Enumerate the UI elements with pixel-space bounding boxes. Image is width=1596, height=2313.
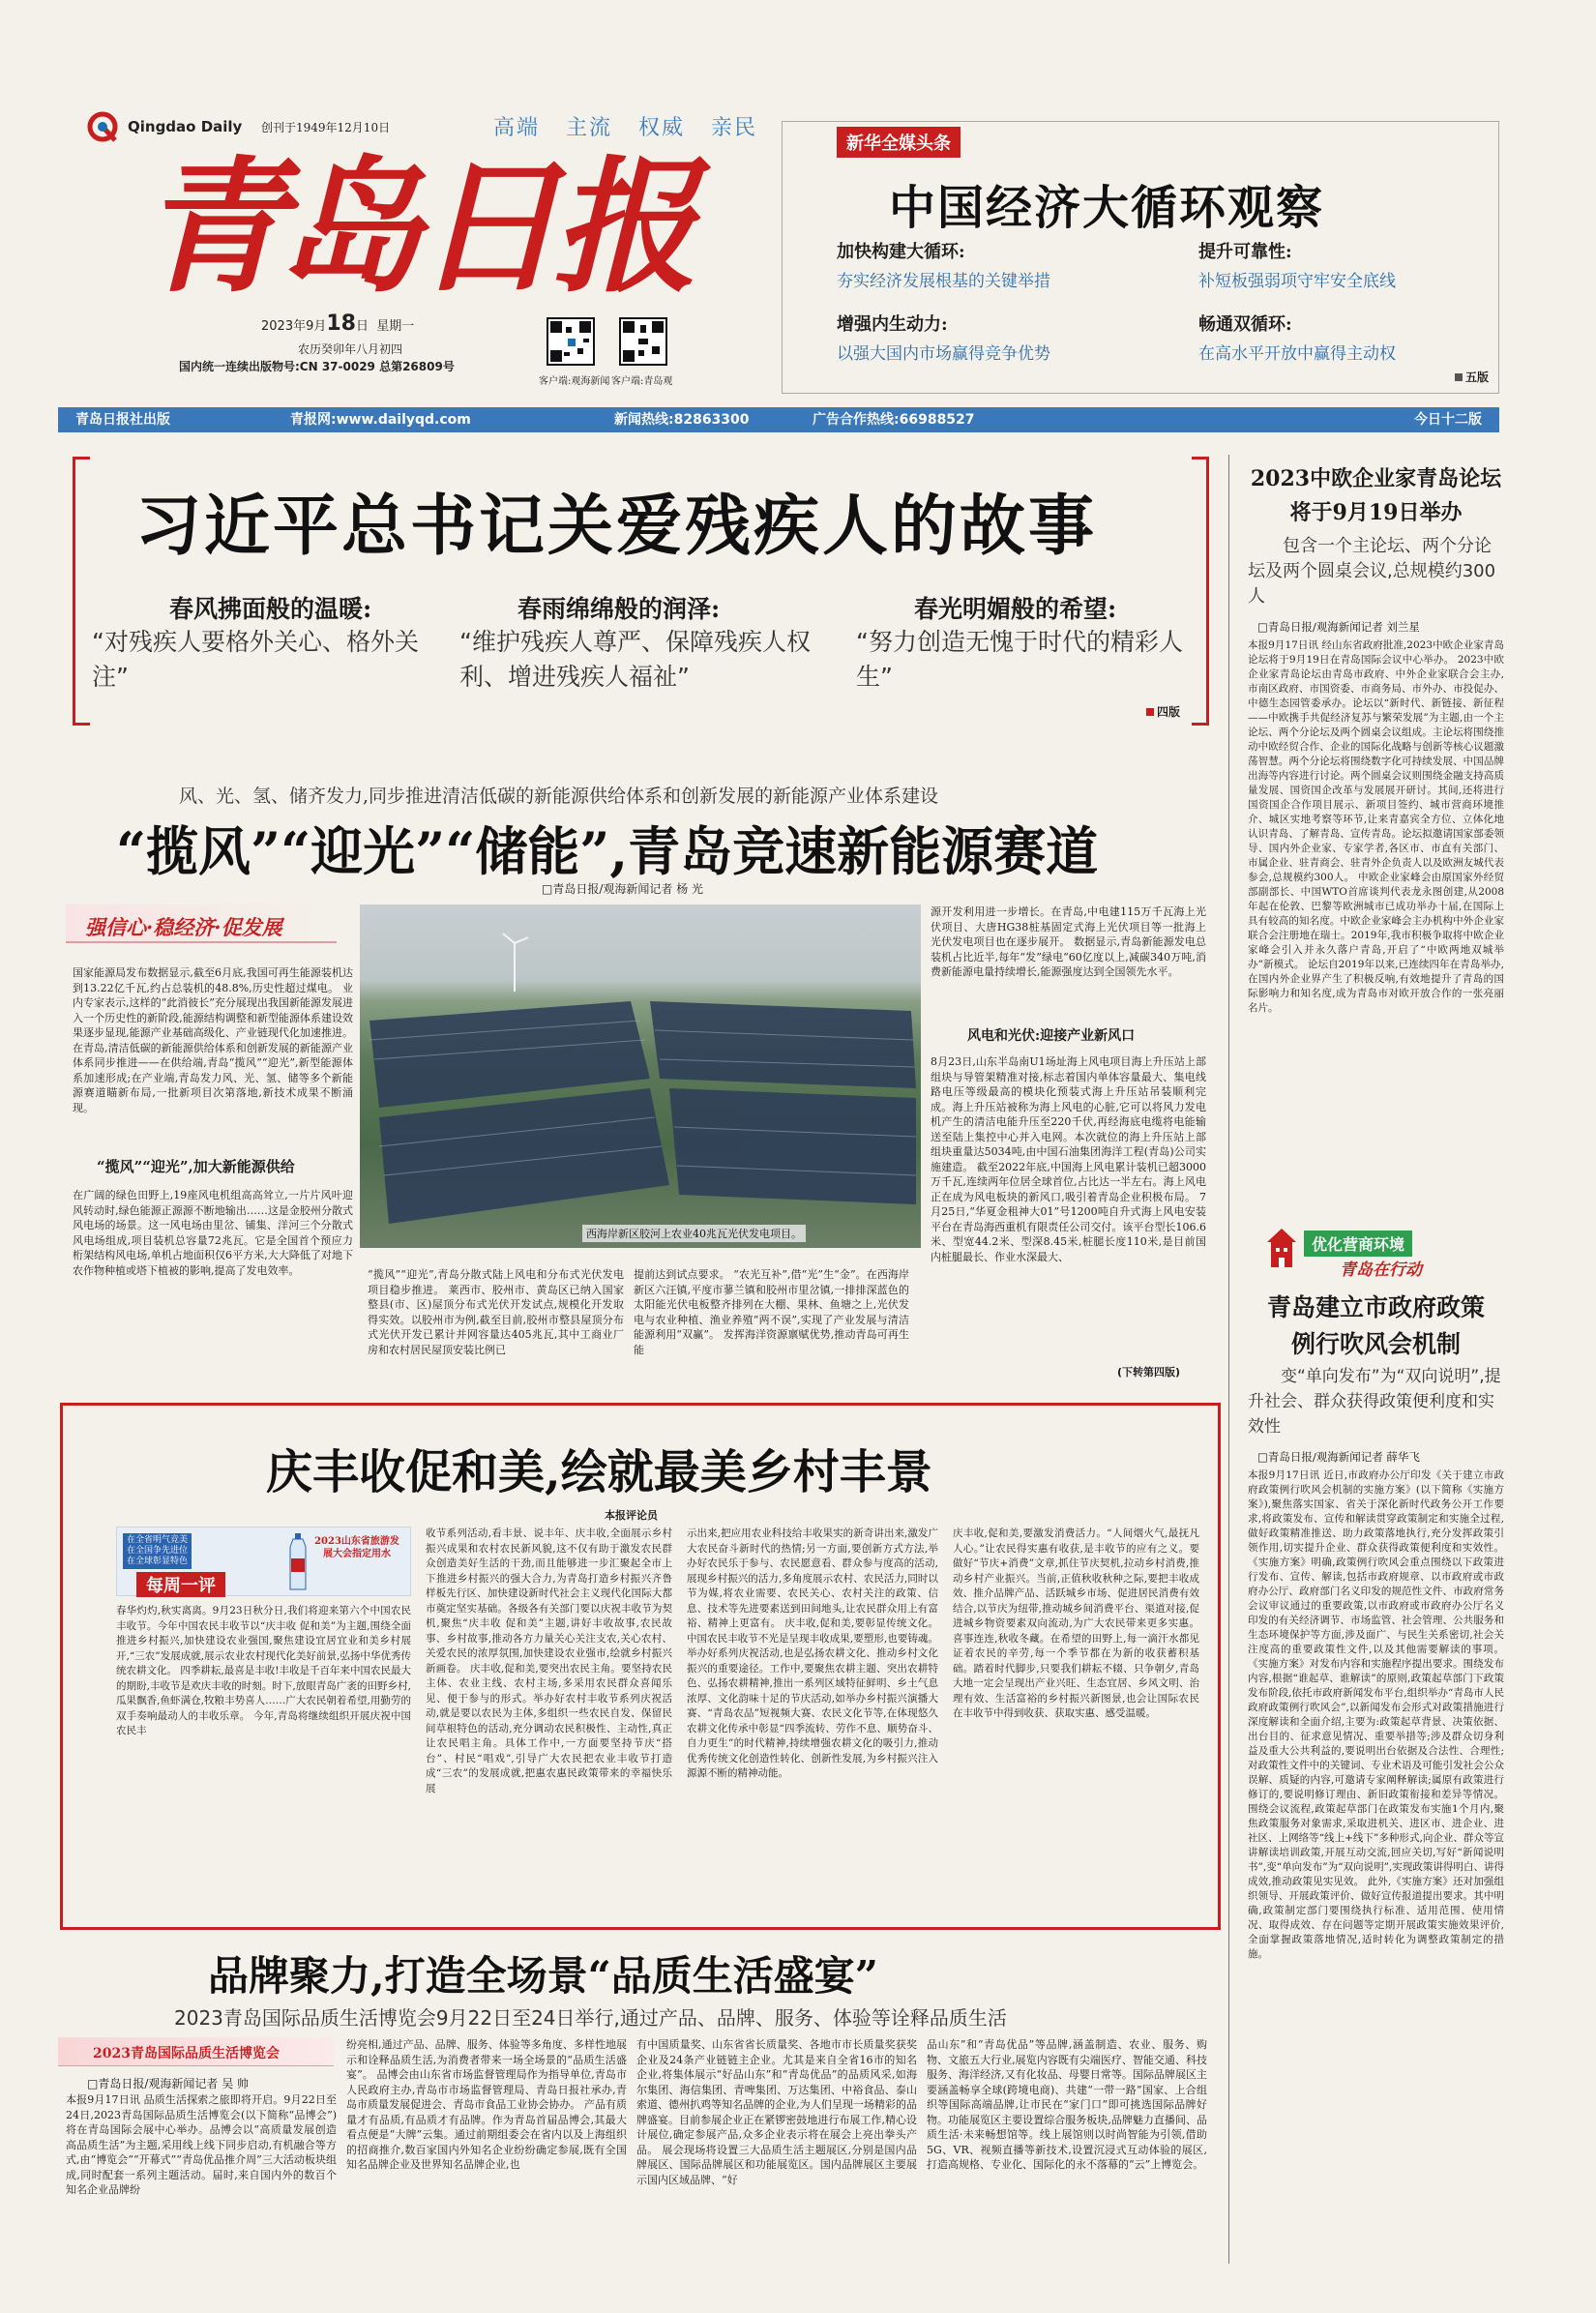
energy-col4: 源开发利用进一步增长。在青岛,中电建115万千瓦海上光伏项目、大唐HG38桩基固定式海上光伏项目等一批海上光伏发电项目也在逐步展开。 数据显示,青岛新能源发电总装机占比近半,每年“发”绿电“60亿度以上,减碳340万吨,消费新能源电量持续增长,能源强度达到全国领先水平。 <box>931 905 1206 978</box>
policy-text: 本报9月17日讯 近日,市政府办公厅印发《关于建立市政府政策例行吹风会机制的实施方案》(以下简称《实施方案》),聚焦落实国家、省关于深化新时代政务公开工作要求,将政策发布、宣传和解读贯穿政策制定和实施全过程,做好政策精准推送、助力政策落地执行,充分发挥政策引领作用,切实提升企业、群众获得政策便利度和实效性。 《实施方案》明确,政策例行吹风会重点围绕以下政策进行发布、宣传、解读,包括市政府规章、以市政府或市政府办公厅、政府部门名义印发的规范性文件、市政府常务会议审议通过的重要政策,以市政府或市政府办公厅名义印发的有关经济调节、市场监管、社会管理、公共服务和生态环境保护等方面,涉及面广、与民生关系密切,社会关注度高的重要政策性文件,以及其他需要解读的事项。 《实施方案》对发布内容和实施程序提出要求。围绕发布内容,根据“谁起草、谁解读”的原则,政策起草部门下政策发布阶段,依托市政府新闻发布平台,组织举办“青岛市人民政府政策例行吹风会”,以新闻发布会形式对政策措施进行深度解读和全面介绍,主要为:政策起草背景、决策依据、出台目的、征求意见情况、重要举措等;涉及群众切身利益及重大公共利益的,要说明出台依据及合法性、合理性;对政策性文件中的关键词、专业术语及可能引发社会公众误解、质疑的内容,可邀请专家阐释解读;属原有政策进行修订的,要说明修订理由、新旧政策衔接和差异等情况。围绕会议流程,政策起草部门在政策发布实施1个月内,聚焦政策服务对象需求,采取进机关、进区市、进企业、进社区、上网络等“线上+线下”多种形式,向企业、群众等宣讲解读培训政策,开展互动交流,回应关切,写好“新闻说明书”,变“单向发布”为“双向说明”,实现政策讲得明白、讲得成效,推动政策见实见效。 此外,《实施方案》还对加强组织领导、开展政策评价、做好宣传报道提出要求。其中明确,政策制定部门要围绕执行标准、适用范围、使用情况、取得成效、存在问题等定期开展政策实施效果评价,全面掌握政策落地情况,适时转化为调整政策制定的措施。 <box>1248 1469 1504 1960</box>
promo-item-4[interactable] <box>1198 311 1489 364</box>
promo-item-sub: 补短板强弱项守牢安全底线 <box>1198 272 1396 291</box>
founded-date: 创刊于1949年12月10日 <box>261 121 391 134</box>
promo-item-head: 加快构建大循环: <box>837 242 965 262</box>
forum-title-2: 将于9月19日举办 <box>1289 500 1463 525</box>
weekly-review-logo: 每周一评 <box>136 1572 225 1597</box>
lead-story[interactable] <box>73 457 1209 726</box>
qingdao-daily-logo-icon <box>87 111 118 142</box>
policy-byline: □青岛日报/观海新闻记者 薛华飞 <box>1257 1450 1420 1464</box>
newspaper-title: 青岛日报 <box>140 142 691 312</box>
energy-sub2: 风电和光伏:迎接产业新风口 <box>967 1028 1136 1044</box>
info-bar <box>58 407 1499 432</box>
energy-title[interactable]: “揽风”“迎光”“储能”,青岛竞速新能源赛道 <box>116 820 1099 882</box>
water-bottle-icon <box>287 1533 309 1591</box>
qr-code-app-guanhai[interactable] <box>547 317 595 366</box>
expo-col4: 品山东”和“青岛优品”等品牌,涵盖制造、农业、服务、购物、文旅五大行业,展览内容既有尖端医疗、智能交通、科技服务、海洋经济,又有化妆品、母婴日常等。国际品牌展区主要涵盖畅享全球(跨境电商)、共建“一带一路”国家、上合组织等国际高端品牌,让市民在“家门口”即可挑选国际品牌好物。功能展览区主要设置综合服务板块,品牌魅力直播间、品质生活·未来畅想馆等。线上展馆则以时尚智能为引领,借助5G、VR、视频直播等新技术,设置沉浸式互动体验的展区,打造高规格、专业化、国际化的永不落幕的“云”上博览会。 <box>927 2038 1207 2171</box>
news-hotline: 新闻热线:82863300 <box>614 412 750 428</box>
policy-deck: 变“单向发布”为“双向说明”,提升社会、群众获得政策便利度和实效性 <box>1248 1367 1501 1437</box>
lead-page-ref: 四版 <box>1146 703 1180 720</box>
energy-col4b: 8月23日,山东半岛南U1场址海上风电项目海上升压站上部组块与导管架精准对接,标志着国内单体容量最大、集电线路电压等级最高的模块化预装式海上升压站吊装顺利完成。海上升压站被称为海上风电的心脏,它可以将风力发电机产生的清洁电能升压至220千伏,再经海底电缆将电能输送至陆上集控中心并入电网。本次就位的海上升压站上部组块重量达5034吨,由中国石油集团海洋工程(青岛)公司实施建造。 截至2022年底,中国海上风电累计装机已超3000万千瓦,连续两年位居全球首位,占比达一半左右。海上风电正在成为风电板块的新风口,吸引着青岛企业积极布局。 7月25日,“华夏金租神大01”号1200吨自升式海上风电安装平台在青岛海西重机有限责任公司交付。该平台型长106.6米、型宽44.2米、型深8.45米,桩腿长度110米,是目前国内桩腿最长、作业水深最大、 <box>931 1055 1206 1263</box>
masthead <box>58 58 774 406</box>
qr1-caption: 客户端:观海新闻 <box>539 376 610 387</box>
lead-sub-2: 春雨绵绵般的润泽: “维护残疾人尊严、保障残疾人权利、增进残疾人福祉” <box>459 595 811 691</box>
expo-col3: 有中国质量奖、山东省省长质量奖、各地市市长质量奖获奖企业及24条产业链链主企业。尤其是来自全省16市的知名企业,将集体展示“好品山东”和“青岛优品”的品质风采,如海尔集团、海信集团、青啤集团、万达集团、中裕食品、泰山索道、德州扒鸡等知名品牌的企业,为人们呈现一场精彩的品牌盛宴。目前参展企业正在紧锣密鼓地进行布展工作,精心设计展位,确定参展产品,众多企业表示将在展会上亮出拳头产品。 展会现场将设置三大品质生活主题展区,分别是国内品牌展区、国际品牌展区和功能展览区。国内品牌展区主要展示国内区域品牌、“好 <box>636 2038 917 2186</box>
lead-sub-1: 春风拂面般的温暖: “对残疾人要格外关心、格外关注” <box>92 595 419 691</box>
energy-col1b: 在广阔的绿色田野上,19座风电机组高高耸立,一片片风叶迎风转动时,绿色能源正源源不断地输出……这是金胶州分散式风电场的场景。这一风电场由里岔、铺集、洋河三个分散式风电场组成,项目装机总容量72兆瓦。它是全国首个预应力桁架结构风电场,单机占地面积仅6平方米,大大降低了对地下农作物种植或塔下植被的影响,提高了发电效率。 <box>73 1189 353 1277</box>
page-count: 今日十二版 <box>1414 412 1482 428</box>
promo-badge: 新华全媒头条 <box>837 127 961 158</box>
column-divider <box>1228 455 1229 2264</box>
cn-code: 国内统一连续出版物号:CN 37-0029 总第26809号 <box>179 360 455 373</box>
policy-story[interactable] <box>1248 1227 1504 2233</box>
forum-text: 本报9月17日讯 经山东省政府批准,2023中欧企业家青岛论坛将于9月19日在青岛国际会议中心举办。 2023中欧企业家青岛论坛由青岛市政府、中外企业家联合会主办,市南区政府、市国资委、市商务局、市外办、市投促办、中德生态园管委承办。论坛以“新时代、新链接、新征程——中欧携手共促经济复苏与繁荣发展”为主题,由一个主论坛、两个分论坛及两个圆桌会议组成。主论坛将围绕推动中欧经贸合作、企业的国际化战略与创新等核心议题激荡智慧。两个分论坛将围绕数字化可持续发展、中国品牌出海等内容进行讨论。两个圆桌会议则围绕金融支持高质量发展、国资国企改革与发展展开研讨。其间,还将进行国资国企合作项目展示、新项目签约、城市营商环境推介、城区实地考察等环节,让来青嘉宾全方位、立体化地认识青岛、了解青岛、宣传青岛。论坛拟邀请国家部委领导、国内外企业家、专家学者,各区市、市直有关部门、市属企业、驻青商会、驻青外企负责人以及欧洲友城代表参会,总规模约300人。 中欧企业家峰会由原国家外经贸部副部长、中国WTO首席谈判代表龙永图创建,从2008年起在伦敦、巴黎等欧洲城市已成功举办十届,在国际上具有较高的知名度。中欧企业家峰会主办机构中外企业家联合会注册地在瑞士。2019年,我市积极争取将中欧企业家峰会引入并永久落户青岛,开启了“中欧两地双城举办”新模式。 论坛自2019年以来,已连续四年在青岛举办,在国内外企业界产生了积极反响,有效地提升了青岛的国际影响力和知名度,成为青岛市对欧开放合作的一张亮丽名片。 <box>1248 639 1504 1014</box>
qr-code-app-qingdao[interactable] <box>619 317 667 366</box>
energy-kicker: 风、光、氢、储齐发力,同步推进清洁低碳的新能源供给体系和创新发展的新能源产业体系建设 <box>179 786 939 807</box>
expo-title[interactable]: 品牌聚力,打造全场景“品质生活盛宴” <box>208 1952 878 2000</box>
lead-frame-left <box>73 457 90 726</box>
promo-item-1[interactable] <box>837 238 1127 291</box>
energy-byline: □青岛日报/观海新闻记者 杨 光 <box>542 882 704 896</box>
forum-byline: □青岛日报/观海新闻记者 刘兰星 <box>1257 620 1420 634</box>
promo-item-sub: 夯实经济发展根基的关键举措 <box>837 272 1050 291</box>
policy-tag: 优化营商环境 青岛在行动 <box>1248 1227 1504 1281</box>
forum-story[interactable] <box>1248 462 1504 1229</box>
harvest-col2: 收节系列活动,看丰景、说丰年、庆丰收,全面展示乡村振兴成果和农村农民新风貌,这不仅有助于激发农民群众创造美好生活的干劲,而且能够进一步汇聚起全市上下推进乡村振兴的强大合力,为青岛打造乡村振兴齐鲁样板先行区、加快建设新时代社会主义现代化国际大都市奠定坚实基础。各级各有关部门要以庆祝丰收节为契机,聚焦“庆丰收 促和美”主题,讲好丰收故事,农民故事、乡村故事,推动各方力量关心关注支农,关心农村、关爱农民的浓厚氛围,加快建设农业强市,绘就乡村振兴新画卷。 庆丰收,促和美,要突出农民主角。要坚持农民主体、农业主线、农村主场,多采用农民群众喜闻乐见、便于参与的形式。举办好农村丰收节系列庆祝活动,就是要以农民为主体,多组织一些农民自发、保留民间草根特色的活动,充分调动农民积极性、主动性,真正让农民唱主角。具体工作中,一方面要坚持节庆“搭台”、村民“唱戏”,引导广大农民把农业丰收节打造成“三农”的发展成就,把惠农惠民政策带来的幸福快乐展 <box>426 1527 672 1794</box>
weekly-review-banner <box>116 1527 411 1596</box>
policy-title-1: 青岛建立市政府政策 <box>1266 1293 1485 1321</box>
slogan-1: 高端 <box>493 116 541 140</box>
policy-title-2: 例行吹风会机制 <box>1290 1330 1461 1358</box>
qr2-caption: 客户端:青岛观 <box>611 376 673 387</box>
publisher: 青岛日报社出版 <box>75 412 170 428</box>
expo-col2: 纷亮相,通过产品、品牌、服务、体验等多角度、多样性地展示和诠释品质生活,为消费者带来一场全场景的“品质生活盛宴”。 品博会由山东省市场监督管理局作为指导单位,青岛市人民政府主办,青岛市市场监督管理局、青岛日报社承办,青岛市质量发展促进会、青岛市食品工业协会协办。 产品有质量才有品质,有品质才有品牌。作为青岛首届品博会,其最大看点便是“大牌”云集。通过前期组委会在省内以及上海组织的招商推介,数百家国内外知名企业纷纷确定参展,既有全国知名品牌企业及世界知名品牌企业,也 <box>346 2038 627 2171</box>
energy-col1: 国家能源局发布数据显示,截至6月底,我国可再生能源装机达到13.22亿千瓦,约占总装机的48.8%,历史性超过煤电。 业内专家表示,这样的“此消彼长”充分展现出我国新能源发展进入一个历史性的新阶段,能源结构调整和新型能源体系建设效果逐步显现,能源产业基础高级化、产业链现代化加速推进。 在青岛,清洁低碳的新能源供给体系和创新发展的新能源产业体系同步推进——在供给端,青岛“揽风”“迎光”,新型能源体系加速形成;在产业端,青岛发力风、光、氢、储等多个新能源赛道瞄新布局,一批新项目次第落地,新技术成果不断涌现。 <box>73 966 353 1114</box>
slogan-3: 权威 <box>638 116 686 140</box>
promo-item-head: 提升可靠性: <box>1198 242 1292 262</box>
slogan-2: 主流 <box>566 116 613 140</box>
website-link[interactable]: 青报网:www.dailyqd.com <box>290 412 471 428</box>
lead-title: 习近平总书记关爱残疾人的故事 <box>135 488 1098 565</box>
harvest-title: 庆丰收促和美,绘就最美乡村丰景 <box>266 1445 932 1499</box>
promo-item-2[interactable] <box>1198 238 1489 291</box>
forum-deck: 包含一个主论坛、两个分论坛及两个圆桌会议,总规模约300人 <box>1248 536 1496 607</box>
promo-item-head: 增强内生动力: <box>837 314 948 335</box>
banner-lines: 在全省明气竞美 在全国争先进位 在全球彰显特色 <box>123 1533 192 1569</box>
slogan <box>493 111 757 141</box>
energy-photo <box>360 904 921 1248</box>
promo-box[interactable] <box>782 121 1499 394</box>
square-icon <box>1146 708 1154 716</box>
energy-col3: 提前达到试点要求。 “农光互补”,借“光”生“金”。在西海岸新区六汪镇,平度市蓼兰镇和胶州市里岔镇,一排排深蓝色的太阳能光伏电板整齐排列在大棚、果林、鱼塘之上,光伏发电与农业种植、渔业养殖“两不误”,实现了产业发展与清洁能源利用“双赢”。 发挥海洋资源禀赋优势,推动青岛可再生能 <box>634 1268 909 1356</box>
expo-byline: □青岛日报/观海新闻记者 吴 帅 <box>87 2077 250 2091</box>
harvest-col4: 庆丰收,促和美,要激发消费活力。“人间烟火气,最抚凡人心。”让农民得实惠有收获,是丰收节的应有之义。要做好“节庆+消费”文章,抓住节庆契机,拉动乡村消费,推动乡村产业振兴。当前,正值秋收秋种之际,要把丰收成效、推介品牌产品、活跃城乡市场、促进居民消费有效结合,以节庆为纽带,推动城乡间消费平台、渠道对接,促进城乡物资要素双向流动,为广大农民带来更多实惠。 喜事连连,秋收冬藏。在希望的田野上,每一滴汗水都见证着农民的辛劳,每一个季节都在为新的收获蓄积基础。踏着时代脚步,只要我们耕耘不辍、只争朝夕,青岛大地一定会呈现出产业兴旺、生态宜居、乡风文明、治理有效、生活富裕的乡村振兴新图景,也会让国际农民在丰收节中得到收获、获取实惠、感受温暖。 <box>953 1527 1199 1719</box>
promo-page-ref: 五版 <box>1455 369 1489 385</box>
energy-tag: 强信心·稳经济·促发展 <box>66 904 337 943</box>
energy-sub1: “揽风”“迎光”,加大新能源供给 <box>97 1158 295 1175</box>
harvest-col3: 示出来,把应用农业科技给丰收果实的新奇讲出来,激发广大农民奋斗新时代的热情;另一方面,要创新方式方法,举办好农民乐于参与、农民愿意看、群众参与度高的活动,展现乡村振兴的活力,多角度展示农村、农民活力,同时以节为媒,将农业需要、农民关心、农村关注的政策、信息、技术等先进要素送到田间地头,让农民群众用上有富裕、精神上更富有。 庆丰收,促和美,要彰显传统文化。中国农民丰收节不光是呈现丰收成果,要塑形,也要铸魂。举办好系列庆祝活动,也是弘扬农耕文化、推动乡村文化振兴的重要途径。工作中,要聚焦农耕主题、突出农耕特色、弘扬农耕精神,推出一系列区域特征鲜明、乡土气息浓厚、文化韵味十足的节庆活动,如举办乡村振兴演播大赛、“青岛农品”短视频大赛、农民文化节等,在体现悠久农耕文化传承中彰显“四季流转、劳作不息、顺势奋斗、自力更生”的时代精神,持续增强农耕文化的吸引力,推动优秀传统文化创造性转化、创新性发展,为乡村振兴注入源源不断的精神动能。 <box>687 1527 938 1779</box>
energy-photo-caption: 西海岸新区胶河上农业40兆瓦光伏发电项目。 <box>582 1225 806 1242</box>
issue-date: 2023年9月18日 星期一 <box>261 311 415 336</box>
harvest-byline: 本报评论员 <box>605 1509 658 1522</box>
square-icon <box>1455 373 1463 381</box>
energy-col2: “揽风”“迎光”,青岛分散式陆上风电和分布式光伏发电项目稳步推进。 莱西市、胶州市、黄岛区已纳入国家整县(市、区)屋顶分布式光伏开发试点,规模化开发取得实效。以胶州市为例,截至目前,胶州市整县屋顶分布式光伏开发已累计并网容量达405兆瓦,其中工商业厂房和农村居民屋顶安装比例已 <box>368 1268 624 1356</box>
lunar-date: 农历癸卯年八月初四 <box>298 342 403 356</box>
forum-title-1: 2023中欧企业家青岛论坛 <box>1250 466 1502 491</box>
building-icon <box>1267 1229 1296 1269</box>
harvest-commentary[interactable] <box>60 1403 1221 1930</box>
ad-hotline: 广告合作热线:66988527 <box>813 412 975 428</box>
expo-subtitle: 2023青岛国际品质生活博览会9月22日至24日举行,通过产品、品牌、服务、体验等诠释品质生活 <box>174 2006 1007 2030</box>
expo-col1: 本报9月17日讯 品质生活探索之旅即将开启。9月22日至24日,2023青岛国际品质生活博览会(以下简称“品博会”)将在青岛国际会展中心举办。品博会以“高质量发展创造高品质生活”为主题,采用线上线下同步启动,有机融合等方式,由“博览会”“开幕式”“青岛优品推介周”三大活动板块组成,同时配套一系列主题活动。届时,来自国内外的数百个知名企业品牌纷 <box>66 2093 337 2196</box>
promo-item-sub: 以强大国内市场赢得竞争优势 <box>837 344 1050 364</box>
expo-tag: 2023青岛国际品质生活博览会 <box>58 2037 334 2066</box>
promo-item-sub: 在高水平开放中赢得主动权 <box>1198 344 1396 364</box>
solar-panels-illustration <box>360 904 921 1248</box>
harvest-col1: 春华灼灼,秋实离离。9月23日秋分日,我们将迎来第六个中国农民丰收节。今年中国农民丰收节以“庆丰收 促和美”为主题,围绕全面推进乡村振兴,加快建设农业强国,聚焦建设宜居宜业和美乡村展开,“三农”发展成就,展示农业农村现代化美好前景,弘扬中华优秀传统农耕文化。 四季耕耘,最喜是丰收!丰收是千百年来中国农民最大的期盼,丰收节是欢庆丰收的时刻。时下,放眼青岛广袤的田野乡村,瓜果飘香,鱼虾满仓,牧粮丰势喜人……广大农民朝着希望,用勤劳的双手奏响最动人的丰收乐章。 今年,青岛将继续组织开展庆祝中国农民丰 <box>116 1605 411 1736</box>
lead-sub-3: 春光明媚般的希望: “努力创造无愧于时代的精彩人生” <box>856 595 1183 691</box>
slogan-4: 亲民 <box>711 116 758 140</box>
promo-item-head: 畅通双循环: <box>1198 314 1292 335</box>
bottle-label: 2023山东省旅游发展大会指定用水 <box>314 1536 399 1559</box>
promo-title: 中国经济大循环观察 <box>889 181 1325 235</box>
energy-continued[interactable]: (下转第四版) <box>1117 1366 1181 1379</box>
logo-en: Qingdao Daily <box>128 118 243 135</box>
promo-item-3[interactable] <box>837 311 1127 364</box>
